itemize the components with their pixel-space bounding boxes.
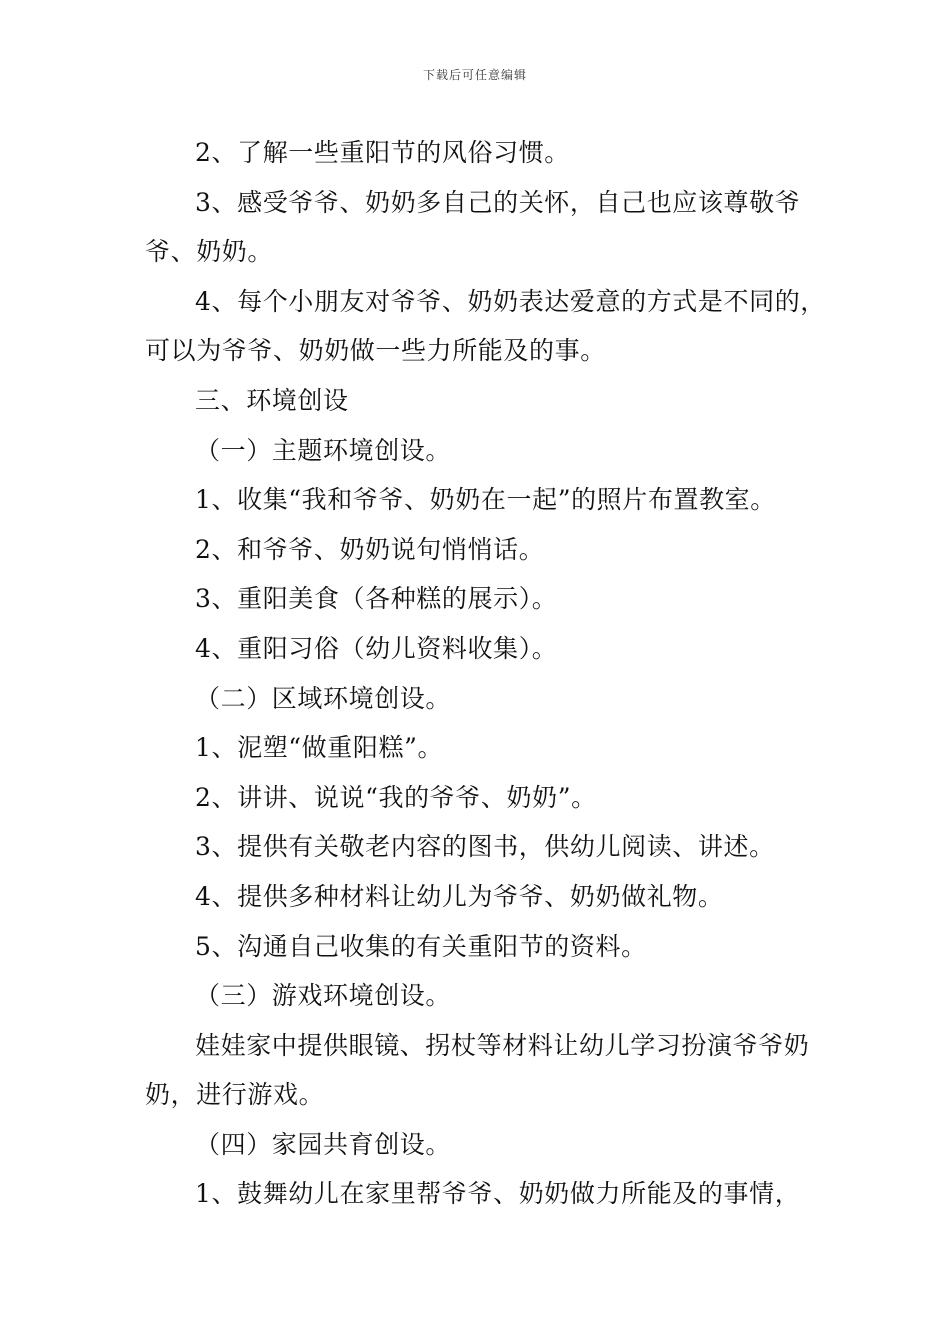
paragraph-area-1: 1、泥塑“做重阳糕”。 <box>195 733 444 763</box>
page-header-note: 下载后可任意编辑 <box>422 68 527 82</box>
subheading-theme-environment: （一）主题环境创设。 <box>195 435 452 465</box>
paragraph-theme-2: 2、和爷爷、奶奶说句悄悄话。 <box>195 534 545 564</box>
paragraph-area-5: 5、沟通自己收集的有关重阳节的资料。 <box>195 931 647 961</box>
paragraph-game-1: 娃娃家中提供眼镜、拐杖等材料让幼儿学习扮演爷爷奶奶，进行游戏。 <box>145 1030 810 1110</box>
paragraph-area-4: 4、提供多种材料让幼儿为爷爷、奶奶做礼物。 <box>195 881 724 911</box>
subheading-game-environment: （三）游戏环境创设。 <box>195 981 452 1011</box>
subheading-area-environment: （二）区域环境创设。 <box>195 683 452 713</box>
section-heading-environment: 三、环境创设 <box>195 385 349 415</box>
paragraph-goal-2: 2、了解一些重阳节的风俗习惯。 <box>195 138 570 167</box>
paragraph-theme-4: 4、重阳习俗（幼儿资料收集）。 <box>195 633 558 663</box>
paragraph-goal-4: 4、每个小朋友对爷爷、奶奶表达爱意的方式是不同的，可以为爷爷、奶奶做一些力所能及的事。 <box>145 286 826 366</box>
paragraph-area-3: 3、提供有关敬老内容的图书，供幼儿阅读、讲述。 <box>195 832 775 862</box>
subheading-home-school: （四）家园共育创设。 <box>195 1129 452 1159</box>
document-body <box>145 128 830 1219</box>
paragraph-theme-1: 1、收集“我和爷爷、奶奶在一起”的照片布置教室。 <box>195 485 776 515</box>
paragraph-home-1: 1、鼓舞幼儿在家里帮爷爷、奶奶做力所能及的事情， <box>195 1179 801 1209</box>
paragraph-area-2: 2、讲讲、说说“我的爷爷、奶奶”。 <box>195 782 597 812</box>
paragraph-theme-3: 3、重阳美食（各种糕的展示）。 <box>195 584 558 614</box>
paragraph-goal-3: 3、感受爷爷、奶奶多自己的关怀，自己也应该尊敬爷爷、奶奶。 <box>145 187 801 267</box>
